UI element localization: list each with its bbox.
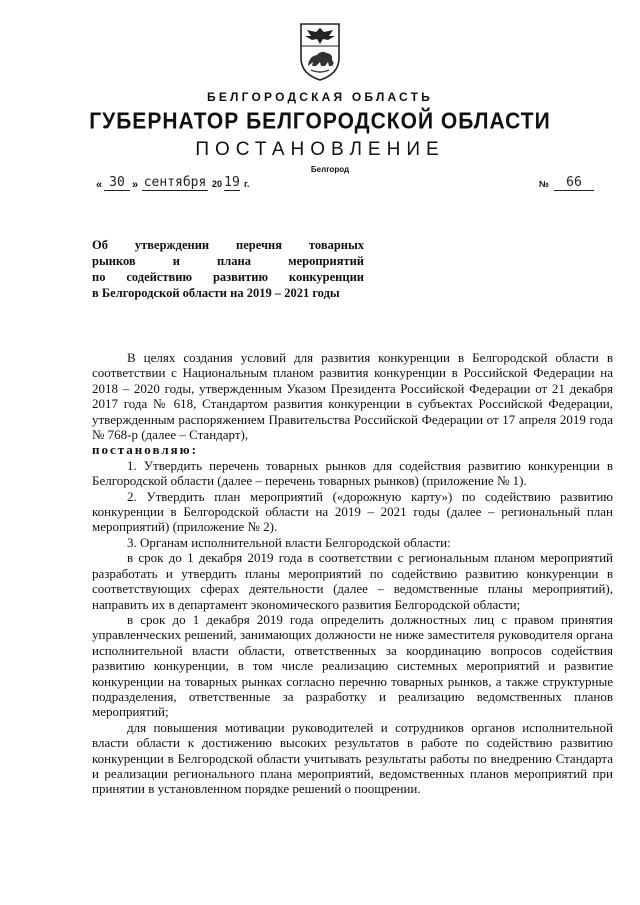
- date-month: сентября: [143, 175, 207, 190]
- clause-2: 2. Утвердить план мероприятий («дорожную карту») по содействию развитию конкуренции в Белгородской области на 2019 – 2021 годы (далее – региональный план мероприятий) (приложение № 2).: [92, 488, 613, 535]
- clause-3-item-c: для повышения мотивации руководителей и сотрудников органов исполнительной власти области к достижению высоких результатов в работе по содействию развитию конкуренции в Белгородской области учитывать результаты работы по внедрению Стандарта и реализации регионального плана мероприятий, ведомственных планов мероприятий при принятии в установленном порядке решений о поощрении.: [92, 719, 613, 797]
- clause-3: 3. Органам исполнительной власти Белгородской области:: [127, 534, 451, 550]
- region-name: БЕЛГОРОДСКАЯ ОБЛАСТЬ: [207, 90, 433, 104]
- number-label: №: [539, 179, 550, 189]
- clause-3-item-b: в срок до 1 декабря 2019 года определить должностных лиц с правом принятия управленческих решений, занимающих должности не ниже заместителя руководителя органа исполнительной власти области, ответственных за координацию вопросов содействия развитию конкуренции, в том числе реализацию системных мероприятий и развитие конкуренции на товарных рынках согласно перечню товарных рынков, а также структурные подразделения, ответственные за разработку и реализацию ведомственных планов мероприятий;: [92, 611, 613, 720]
- close-quote: »: [132, 179, 139, 191]
- resolution-word: постановляю:: [92, 442, 198, 458]
- preamble-paragraph: В целях создания условий для развития конкуренции в Белгородской области в соответствии с Национальным планом развития конкуренции в Российской Федерации на 2018 – 2020 годы, утвержденным Указом Президента Российской Федерации от 21 декабря 2017 года № 618, Стандартом развития конкуренции в субъектах Российской Федерации, утвержденным распоряжением Правительства Российской Федерации от 17 апреля 2019 года № 768-р (далее – Стандарт),: [92, 350, 613, 443]
- subject-line: по содействию развитию конкуренции: [92, 270, 364, 284]
- issuer-title: ГУБЕРНАТОР БЕЛГОРОДСКОЙ ОБЛАСТИ: [89, 108, 551, 135]
- clause-3-item-a: в срок до 1 декабря 2019 года в соответствии с региональным планом мероприятий разработать и утвердить планы мероприятий по содействию развитию конкуренции в соответствующих сферах деятельности (далее – ведомственные планы мероприятий), направить их в департамент экономического развития Белгородской области;: [92, 550, 613, 612]
- subject-line: Об утверждении перечня товарных: [92, 238, 364, 252]
- clause-1: 1. Утвердить перечень товарных рынков для содействия развитию конкуренции в Белгородской области (далее – перечень товарных рынков) (приложение № 1).: [92, 457, 613, 489]
- document-body: [92, 350, 613, 797]
- date-day: 30: [104, 175, 130, 191]
- coat-of-arms-icon: [299, 22, 341, 82]
- city-name: Белгород: [310, 165, 350, 174]
- dateline: [96, 175, 596, 195]
- document-subject: [92, 237, 364, 301]
- date-year-prefix: 20: [212, 179, 223, 189]
- document-type: ПОСТАНОВЛЕНИЕ: [195, 139, 445, 160]
- open-quote: «: [96, 179, 103, 191]
- subject-line: в Белгородской области на 2019 – 2021 годы: [92, 286, 340, 300]
- document-number: 66: [554, 175, 594, 191]
- date-year-abbr: г.: [244, 179, 250, 189]
- date-year-suffix: 19: [224, 175, 240, 190]
- subject-line: рынков и плана мероприятий: [92, 254, 364, 268]
- resolution-word-paragraph: [92, 442, 613, 457]
